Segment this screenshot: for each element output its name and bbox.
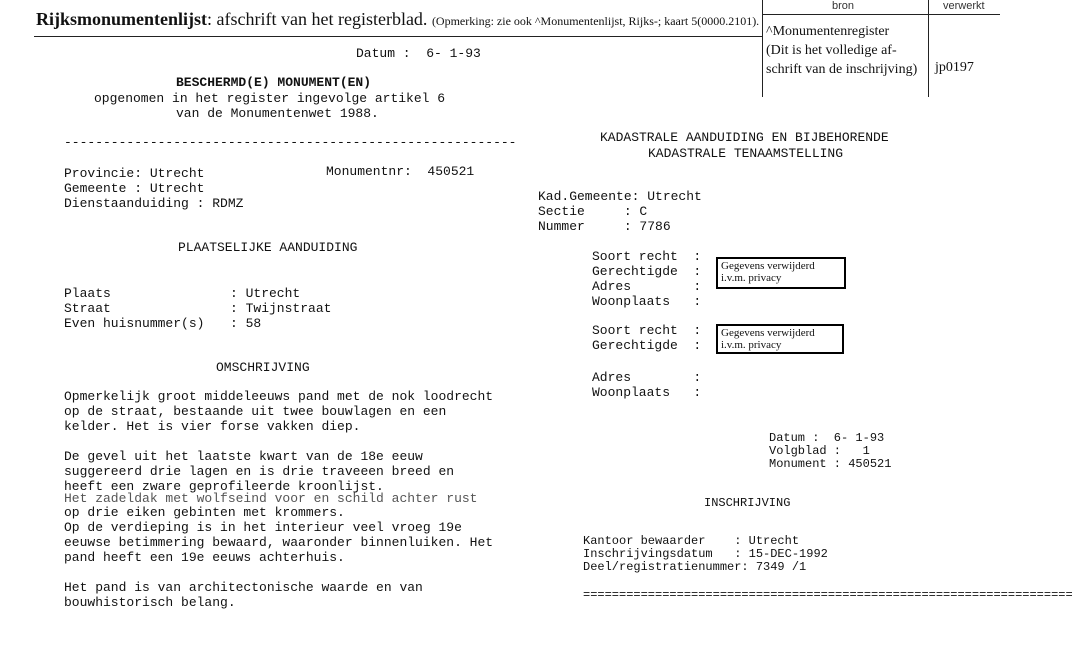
omschrijving-paragraph-2c: op drie eiken gebinten met krommers. Op de verdieping is in het interieur veel vroeg 19e eeuwse betimmering bewaard, waaronder binnenluiken. Het pand heeft een 19e eeuws achterhuis. — [64, 505, 494, 565]
left-separator: ---------------------------------------------------------- — [64, 135, 517, 150]
provincie: Provincie: Utrecht — [64, 166, 205, 181]
right-separator: ==================================================================== — [583, 588, 1073, 602]
inschrijving-block: Kantoor bewaarder : Utrecht Inschrijvingsdatum : 15-DEC-1992 Deel/registratienummer: 7349 /1 — [583, 534, 828, 574]
omschrijving-heading: OMSCHRIJVING — [216, 360, 310, 375]
verwerkt-text: jp0197 — [935, 60, 974, 75]
side-table-header-line — [762, 14, 1000, 15]
privacy-notice-1: Gegevens verwijderd i.v.m. privacy — [716, 257, 846, 289]
monument-title: BESCHERMD(E) MONUMENT(EN) — [176, 75, 372, 90]
side-table-divider — [928, 0, 929, 97]
col-bron-header: bron — [832, 0, 855, 12]
datum-block: Datum : 6- 1-93 Volgblad : 1 Monument : 450521 — [769, 431, 892, 471]
omschrijving-paragraph-1: Opmerkelijk groot middeleeuws pand met de nok loodrecht op de straat, bestaande uit twee bouwlagen en een kelder. Het is vier forse vakken diep. — [64, 389, 494, 434]
plaats-values: : Utrecht : Twijnstraat : 58 — [230, 286, 332, 331]
kadastrale-title-1: KADASTRALE AANDUIDING EN BIJBEHORENDE — [600, 130, 889, 145]
kadastrale-title-2: KADASTRALE TENAAMSTELLING — [648, 146, 844, 161]
header-title-rest: : afschrift van het registerblad. — [207, 9, 428, 29]
monument-subtitle-1: opgenomen in het register ingevolge artikel 6 — [94, 91, 446, 106]
rights-block-3: Adres : Woonplaats : — [592, 370, 702, 400]
omschrijving-paragraph-2b: Het zadeldak met wolfseind voor en schild achter rust — [64, 491, 478, 506]
plaats-labels: Plaats Straat Even huisnummer(s) — [64, 286, 205, 331]
header-title-bold: Rijksmonumentenlijst — [36, 9, 208, 29]
omschrijving-paragraph-2a: De gevel uit het laatste kwart van de 18e eeuw suggereerd drie lagen en is drie traveeen breed en heeft een zware geprofileerde kroonlijst. — [64, 449, 455, 494]
bron-text: ^Monumentenregister (Dit is het volledige af- schrift van de inschrijving) — [766, 24, 918, 77]
header-underline — [34, 36, 762, 37]
rights-block-1: Soort recht : Gerechtigde : Adres : Woonplaats : — [592, 249, 702, 309]
monument-subtitle-2: van de Monumentenwet 1988. — [176, 106, 379, 121]
privacy-notice-2: Gegevens verwijderd i.v.m. privacy — [716, 324, 844, 354]
gemeente: Gemeente : Utrecht — [64, 181, 205, 196]
rights-block-2: Soort recht : Gerechtigde : — [592, 323, 702, 353]
omschrijving-paragraph-3: Het pand is van architectonische waarde en van bouwhistorisch belang. — [64, 580, 423, 610]
inschrijving-heading: INSCHRIJVING — [704, 496, 791, 510]
col-verwerkt-header: verwerkt — [943, 0, 985, 12]
side-table-left-border — [762, 0, 763, 97]
plaatselijke-aanduiding-heading: PLAATSELIJKE AANDUIDING — [178, 240, 358, 255]
kadastrale-block: Kad.Gemeente: Utrecht Sectie : C Nummer : 7786 — [538, 189, 702, 234]
left-datum: Datum : 6- 1-93 — [356, 46, 481, 61]
dienstaanduiding: Dienstaanduiding : RDMZ — [64, 196, 244, 211]
monumentnr: Monumentnr: 450521 — [326, 164, 475, 179]
document-header — [36, 9, 759, 30]
header-note: (Opmerking: zie ook ^Monumentenlijst, Rijks-; kaart 5(0000.2101). — [431, 14, 760, 28]
